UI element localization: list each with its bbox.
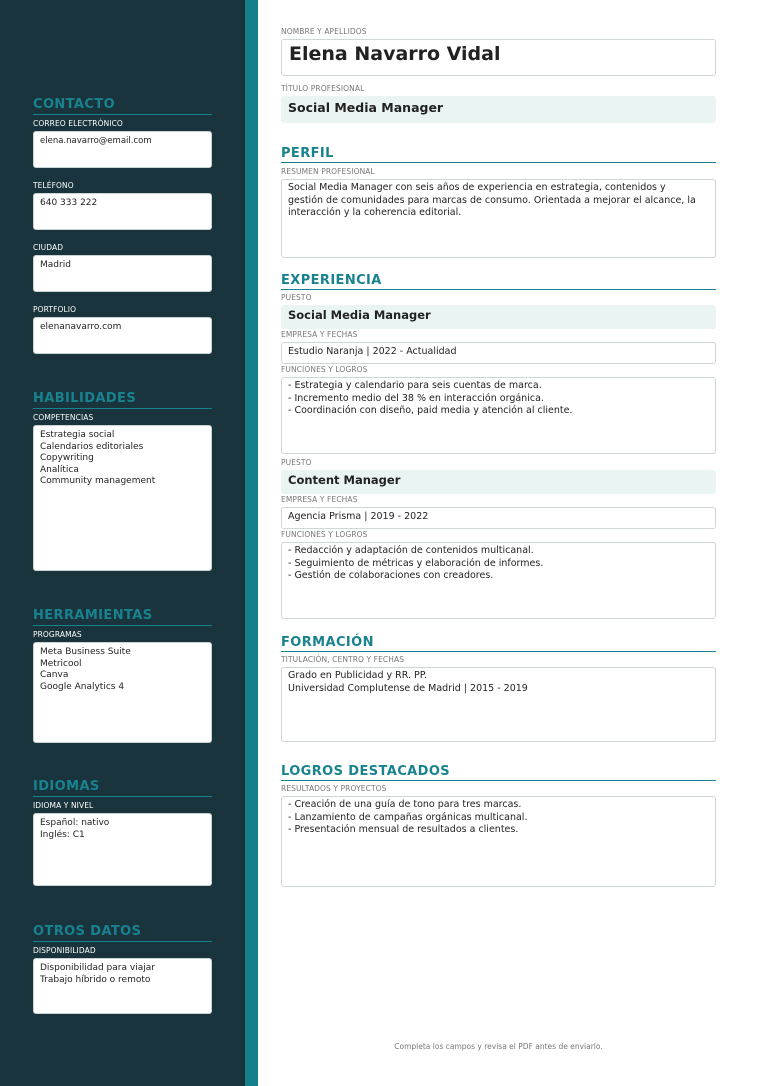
portfolio-label: PORTFOLIO <box>33 305 77 314</box>
role-field[interactable] <box>281 305 716 329</box>
job-title-field[interactable] <box>281 96 716 123</box>
education-line: Grado en Publicidad y RR. PP. <box>288 670 428 681</box>
role-label: PUESTO <box>281 458 312 467</box>
city-value: Madrid <box>40 260 71 270</box>
company-value: Agencia Prisma | 2019 - 2022 <box>288 511 429 522</box>
company-field[interactable] <box>281 507 716 529</box>
name-field[interactable] <box>281 39 716 76</box>
full-name: Elena Navarro Vidal <box>289 43 501 65</box>
experience-title: EXPERIENCIA <box>281 273 716 290</box>
task-line: - Redacción y adaptación de contenidos multicanal. <box>288 545 534 556</box>
contact-title: CONTACTO <box>33 97 212 115</box>
education-label: TITULACIÓN, CENTRO Y FECHAS <box>281 655 405 664</box>
profile-line: Social Media Manager con seis años de experiencia en estrategia, contenidos y <box>288 182 666 193</box>
tasks-text <box>282 543 715 585</box>
other-item: Disponibilidad para viajar <box>40 963 155 973</box>
role-label: PUESTO <box>281 293 312 302</box>
task-line: - Coordinación con diseño, paid media y atención al cliente. <box>288 405 573 416</box>
task-line: - Estrategia y calendario para seis cuentas de marca. <box>288 380 542 391</box>
city-label: CIUDAD <box>33 243 64 252</box>
profile-line: interacción y la coherencia editorial. <box>288 207 462 218</box>
company-label: EMPRESA Y FECHAS <box>281 330 358 339</box>
languages-field[interactable] <box>33 813 212 886</box>
city-field[interactable] <box>33 255 212 292</box>
phone-label: TELÉFONO <box>33 181 74 190</box>
achievement-line: - Presentación mensual de resultados a clientes. <box>288 824 519 835</box>
skill-item: Calendarios editoriales <box>40 441 144 452</box>
tools-label: PROGRAMAS <box>33 630 82 639</box>
job-title: Social Media Manager <box>288 100 444 115</box>
company-field[interactable] <box>281 342 716 364</box>
tasks-text <box>282 378 715 420</box>
skill-item: Copywriting <box>40 453 94 463</box>
email-label: CORREO ELECTRÓNICO <box>33 119 123 128</box>
contact-section <box>33 97 212 354</box>
tasks-label: FUNCIONES Y LOGROS <box>281 530 368 539</box>
profile-line: gestión de comunidades para marcas de consumo. Orientada a mejorar el alcance, la <box>288 194 696 206</box>
profile-title: PERFIL <box>281 146 716 163</box>
other-field[interactable] <box>33 958 212 1014</box>
language-item: Inglés: C1 <box>40 829 85 840</box>
tool-item: Google Analytics 4 <box>40 681 125 692</box>
phone-field[interactable] <box>33 193 212 230</box>
profile-text <box>282 180 715 222</box>
phone-value: 640 333 222 <box>40 198 98 208</box>
other-label: DISPONIBILIDAD <box>33 946 96 955</box>
tasks-field[interactable] <box>281 542 716 619</box>
job-title-label: TÍTULO PROFESIONAL <box>281 84 365 93</box>
tool-item: Canva <box>40 670 69 680</box>
education-title: FORMACIÓN <box>281 635 716 652</box>
skills-section <box>33 391 212 571</box>
other-item: Trabajo híbrido o remoto <box>40 974 151 985</box>
education-line: Universidad Complutense de Madrid | 2015 - 2019 <box>288 682 528 694</box>
language-item: Español: nativo <box>40 818 110 828</box>
languages-label: IDIOMA Y NIVEL <box>33 801 94 810</box>
company-label: EMPRESA Y FECHAS <box>281 495 358 504</box>
company-value: Estudio Naranja | 2022 - Actualidad <box>288 346 457 357</box>
other-section <box>33 924 212 1014</box>
tool-item: Meta Business Suite <box>40 647 131 657</box>
achievements-field[interactable] <box>281 796 716 887</box>
tool-item: Metricool <box>40 658 82 669</box>
tools-section <box>33 608 212 743</box>
accent-stripe <box>245 0 258 1086</box>
skills-field[interactable] <box>33 425 212 571</box>
education-field[interactable] <box>281 667 716 742</box>
skill-item: Estrategia social <box>40 430 115 440</box>
profile-label: RESUMEN PROFESIONAL <box>281 167 375 176</box>
achievement-line: - Lanzamiento de campañas orgánicas multicanal. <box>288 811 528 823</box>
role-value: Social Media Manager <box>288 308 431 322</box>
achievements-label: RESULTADOS Y PROYECTOS <box>281 784 387 793</box>
skill-item: Community management <box>40 476 156 486</box>
portfolio-value: elenanavarro.com <box>40 322 122 332</box>
task-line: - Gestión de colaboraciones con creadores. <box>288 570 494 581</box>
task-line: - Incremento medio del 38 % en interacción orgánica. <box>288 392 544 404</box>
achievements-title: LOGROS DESTACADOS <box>281 764 716 781</box>
other-title: OTROS DATOS <box>33 924 212 942</box>
tasks-field[interactable] <box>281 377 716 454</box>
email-value: elena.navarro@email.com <box>40 136 152 146</box>
skills-title: HABILIDADES <box>33 391 212 409</box>
achievements-text <box>282 797 715 839</box>
tools-title: HERRAMIENTAS <box>33 608 212 626</box>
skill-item: Analítica <box>40 464 79 475</box>
name-label: NOMBRE Y APELLIDOS <box>281 27 367 36</box>
email-field[interactable] <box>33 131 212 168</box>
portfolio-field[interactable] <box>33 317 212 354</box>
tools-field[interactable] <box>33 642 212 743</box>
task-line: - Seguimiento de métricas y elaboración de informes. <box>288 557 544 569</box>
achievement-line: - Creación de una guía de tono para tres marcas. <box>288 799 522 810</box>
skills-label: COMPETENCIAS <box>33 413 94 422</box>
role-field[interactable] <box>281 470 716 494</box>
tasks-label: FUNCIONES Y LOGROS <box>281 365 368 374</box>
languages-section <box>33 779 212 886</box>
education-text <box>282 668 715 697</box>
languages-title: IDIOMAS <box>33 779 212 797</box>
profile-field[interactable] <box>281 179 716 258</box>
role-value: Content Manager <box>288 473 401 487</box>
footer-note: Completa los campos y revisa el PDF antes de enviarlo. <box>394 1042 603 1051</box>
